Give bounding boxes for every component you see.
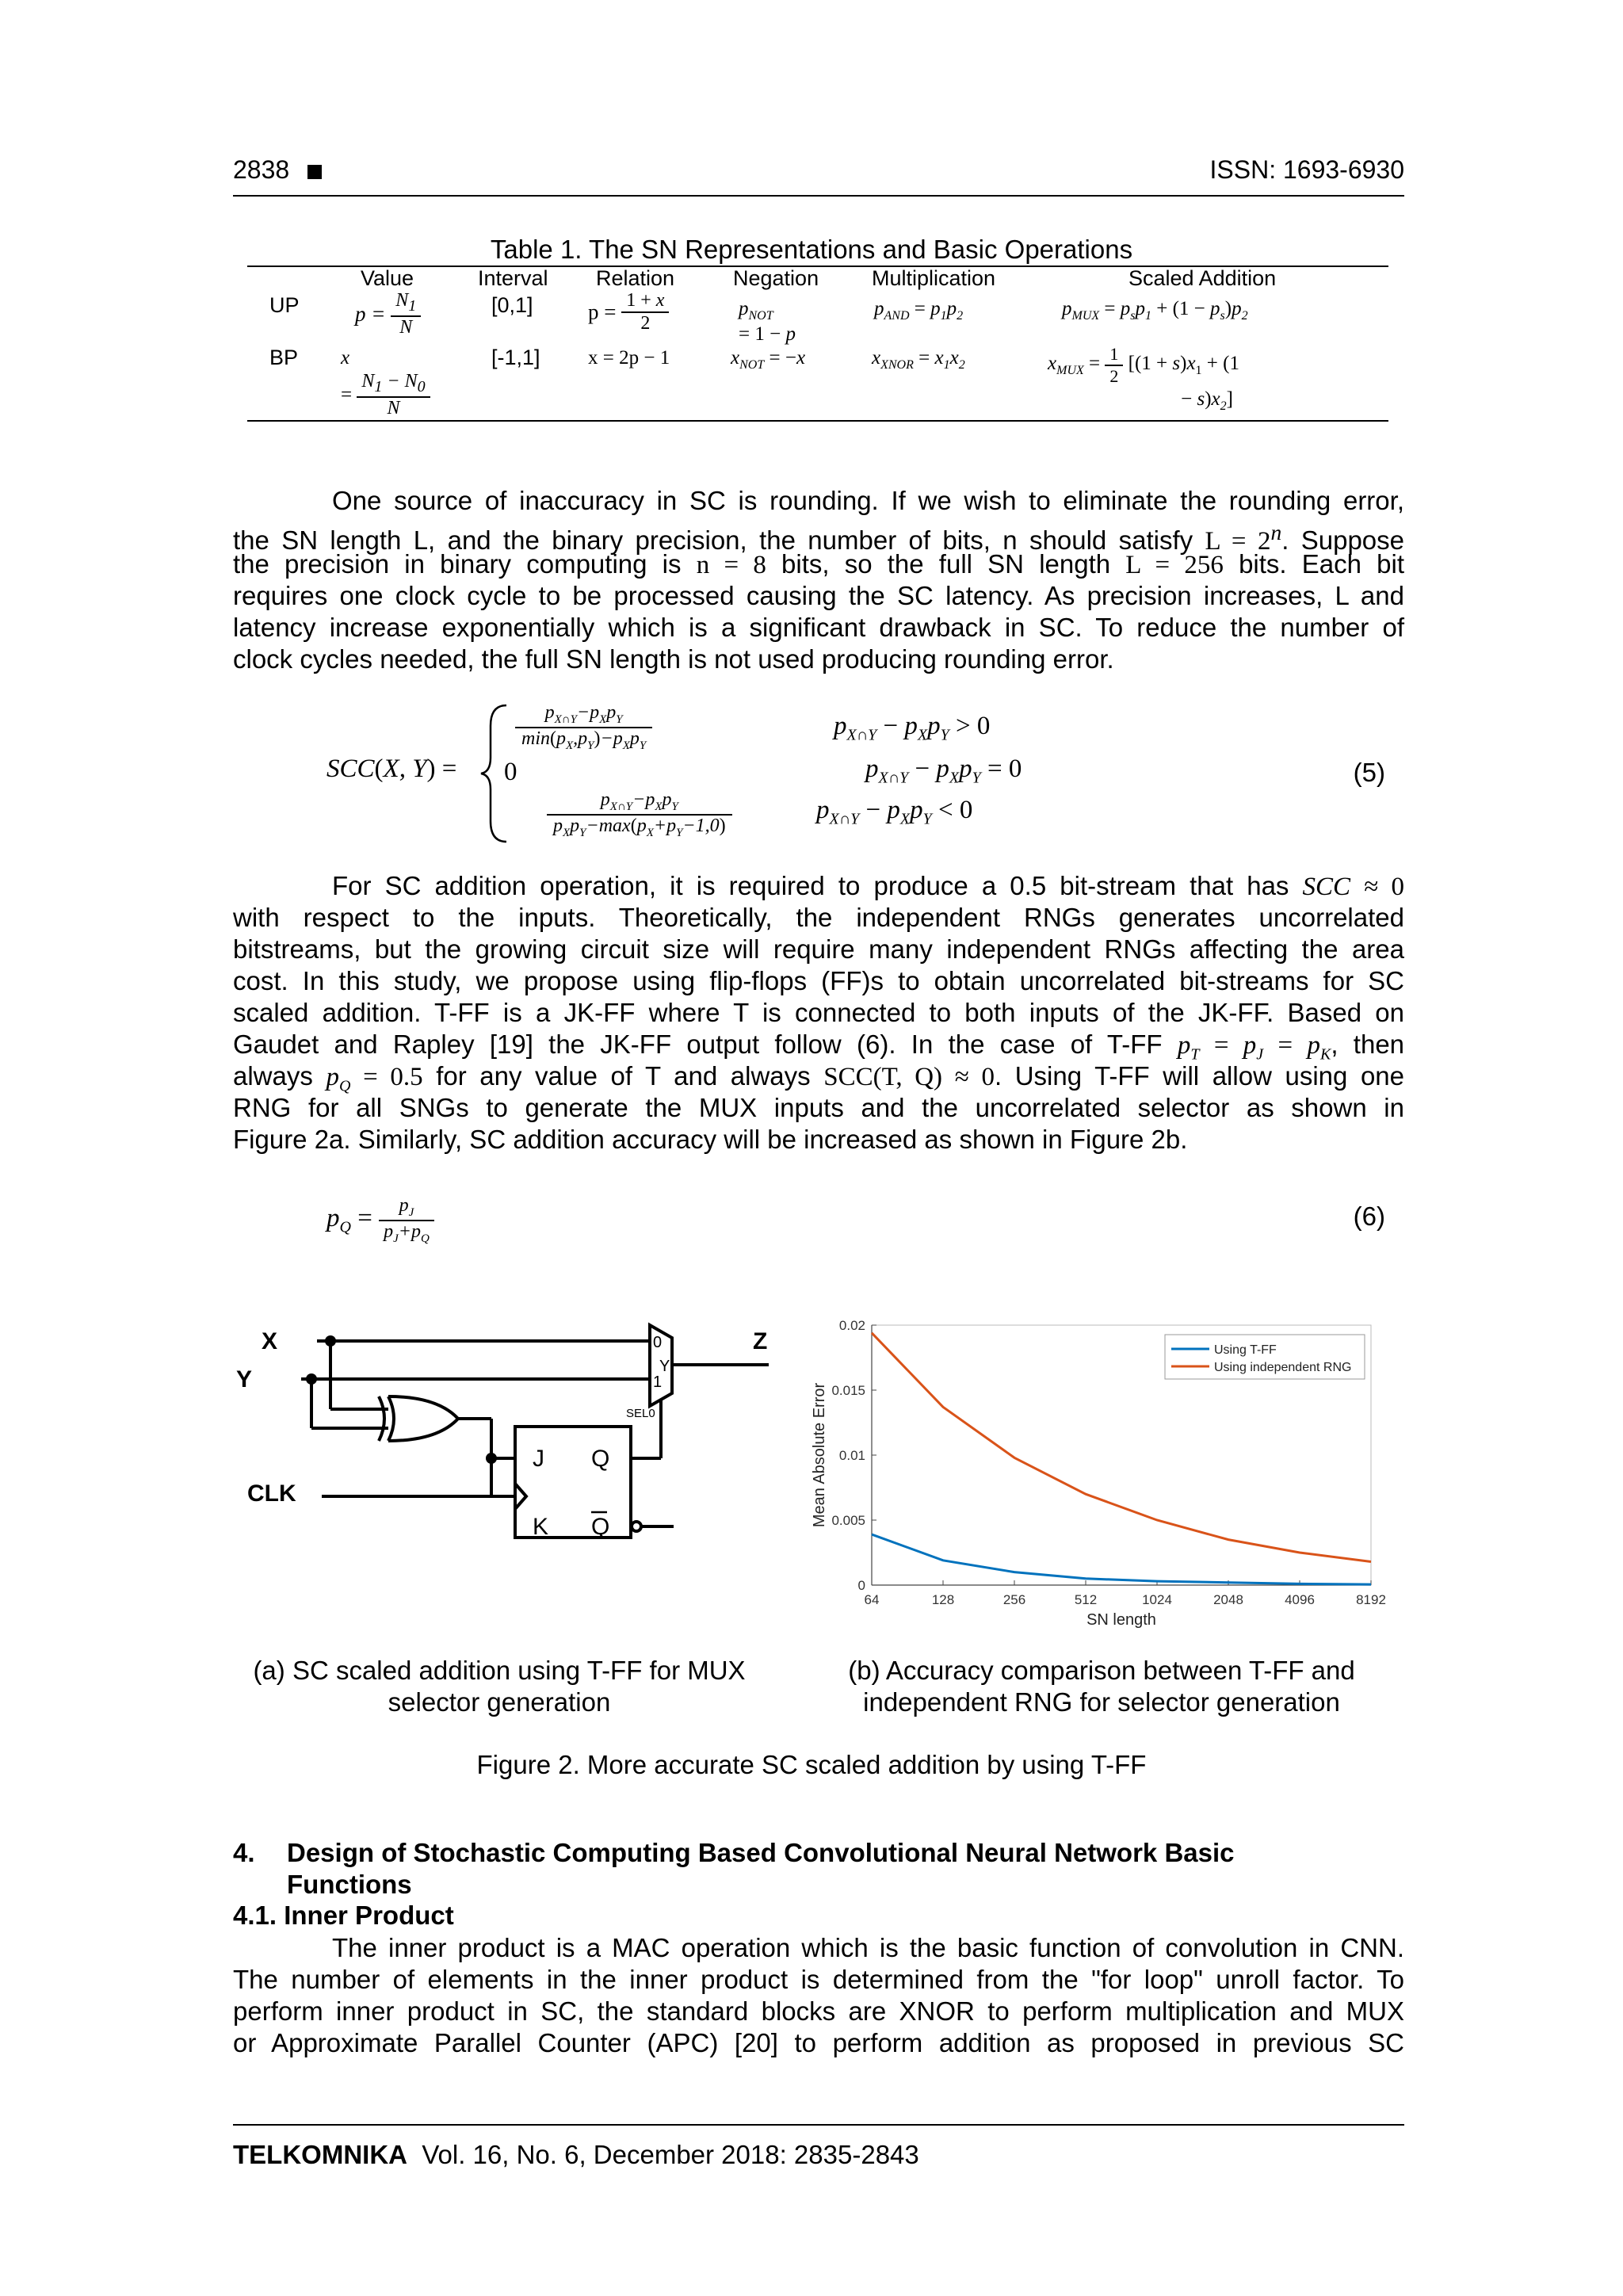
x-tick-label: 1024 bbox=[1142, 1592, 1172, 1607]
x-tick-label: 128 bbox=[931, 1592, 955, 1607]
equation-6-number: (6) bbox=[1353, 1201, 1385, 1231]
table-up-interval: [0,1] bbox=[491, 293, 533, 317]
x-tick-label: 64 bbox=[864, 1592, 880, 1607]
footer-rule bbox=[233, 2124, 1404, 2126]
x-tick-label: 256 bbox=[1002, 1592, 1026, 1607]
caption-line: selector generation bbox=[388, 1687, 611, 1717]
ff-label-j: J bbox=[533, 1446, 544, 1472]
equation-5-cond2: $p_{X\cap Y} - p_Xp_Y = 0$ bbox=[865, 755, 1022, 787]
mux-input-1: 1 bbox=[653, 1373, 663, 1391]
text-line: the SN length L, and the binary precision, the number of bits, n should satisfy $L = 2^n$. Suppose bbox=[233, 520, 1405, 556]
subsection-4-1-heading: 4.1. Inner Product bbox=[233, 1901, 454, 1930]
page-number-text: 2838 bbox=[233, 155, 290, 184]
text-segment: . Suppose bbox=[1281, 525, 1405, 555]
text-segment: always bbox=[233, 1061, 313, 1091]
section-title-line: Design of Stochastic Computing Based Convolutional Neural Network Basic bbox=[287, 1838, 1235, 1867]
text-segment: for any value of T and always bbox=[436, 1061, 811, 1091]
issn: ISSN: 1693-6930 bbox=[1209, 155, 1404, 184]
caption-line: (b) Accuracy comparison between T-FF and bbox=[848, 1656, 1355, 1685]
figure-2a-caption bbox=[230, 1655, 769, 1718]
table-up-relation: p = $\frac{1 + x}{2}$ bbox=[588, 290, 669, 334]
figure-2b-caption bbox=[816, 1655, 1387, 1718]
ff-label-q: Q bbox=[591, 1446, 610, 1472]
table1-caption: Table 1. The SN Representations and Basic Operations bbox=[490, 235, 1133, 264]
y-tick-label: 0.015 bbox=[831, 1383, 865, 1398]
text-segment: , then bbox=[1331, 1030, 1405, 1059]
table-header-interval: Interval bbox=[478, 266, 548, 290]
circuit-label-x: X bbox=[262, 1328, 278, 1354]
x-axis-label: SN length bbox=[1086, 1611, 1156, 1629]
section-4-heading bbox=[233, 1837, 1235, 1899]
table-bp-negation: $x_{NOT} = -x$ bbox=[731, 347, 806, 372]
table-header-multiplication: Multiplication bbox=[872, 266, 996, 290]
table-bp-value: x = $\frac{N_1 - N_0}{N}$ bbox=[341, 347, 430, 419]
text-line: RNG for all SNGs to generate the MUX inputs and the uncorrelated selector as shown in bbox=[233, 1093, 1404, 1122]
text-line: perform inner product in SC, the standard blocks are XNOR to perform multiplication and MUX bbox=[233, 1996, 1404, 2026]
journal-details: Vol. 16, No. 6, December 2018: 2835-2843 bbox=[422, 2140, 919, 2169]
text-line: Gaudet and Rapley [19] the JK-FF output follow (6). In the case of T-FF $p_T = p_J = p_K$, then bbox=[233, 1030, 1405, 1064]
text-line: For SC addition operation, it is required to produce a 0.5 bit-stream that has SCC ≈ 0 bbox=[332, 871, 1404, 901]
text-segment: bits, so the full SN length bbox=[781, 549, 1111, 579]
table-up-negation: $p_{NOT}$ = 1 − p bbox=[739, 298, 796, 345]
text-line: requires one clock cycle to be processed causing the SC latency. As precision increases, L and bbox=[233, 581, 1404, 610]
mae-line-chart bbox=[800, 1308, 1411, 1641]
table-header-value: Value bbox=[361, 266, 414, 290]
figure-2-caption: Figure 2. More accurate SC scaled addition by using T-FF bbox=[476, 1750, 1147, 1779]
square-bullet-icon bbox=[307, 165, 322, 179]
table-row-up-label: UP bbox=[269, 293, 300, 317]
section-number: 4. bbox=[233, 1838, 255, 1867]
text-line: with respect to the inputs. Theoretically, the independent RNGs generates uncorrelated bbox=[233, 903, 1404, 932]
equation-5-cond3: $p_{X\cap Y} - p_Xp_Y < 0$ bbox=[816, 796, 973, 828]
text-line: clock cycles needed, the full SN length is not used producing rounding error. bbox=[233, 644, 1114, 674]
paragraph-tff bbox=[233, 870, 1404, 1156]
text-segment: bits. Each bit bbox=[1239, 549, 1405, 579]
ff-label-k: K bbox=[533, 1514, 549, 1540]
caption-line: (a) SC scaled addition using T-FF for MUX bbox=[253, 1656, 746, 1685]
table-up-value: p = $\frac{N_1}{N}$ bbox=[355, 290, 421, 338]
y-axis-label: Mean Absolute Error bbox=[811, 1382, 828, 1528]
circuit-label-z: Z bbox=[753, 1328, 768, 1354]
x-tick-label: 512 bbox=[1074, 1592, 1098, 1607]
text-line: bitstreams, but the growing circuit size will require many independent RNGs affecting the area bbox=[233, 934, 1404, 964]
table-header-scaled-addition: Scaled Addition bbox=[1128, 266, 1277, 290]
table-header-relation: Relation bbox=[596, 266, 675, 290]
text-segment: . Using T-FF will allow using one bbox=[994, 1061, 1404, 1091]
text-segment: the precision in binary computing is bbox=[233, 549, 682, 579]
text-segment: For SC addition operation, it is required to produce a 0.5 bit-stream that has bbox=[332, 871, 1289, 900]
text-line: always $p_Q = 0.5$ for any value of T and always SCC(T, Q) ≈ 0. Using T-FF will allow using one bbox=[233, 1061, 1404, 1095]
text-line: latency increase exponentially which is a significant drawback in SC. To reduce the number of bbox=[233, 613, 1404, 642]
chart-legend bbox=[1165, 1335, 1365, 1379]
text-segment: the SN length L, and the binary precision, the number of bits, n should satisfy bbox=[233, 525, 1193, 555]
paragraph-rounding bbox=[233, 485, 1404, 675]
equation-5-case2: 0 bbox=[504, 758, 517, 786]
circuit-label-clk: CLK bbox=[247, 1480, 296, 1507]
section-title-line: Functions bbox=[287, 1870, 412, 1899]
text-segment: Gaudet and Rapley [19] the JK-FF output follow (6). In the case of T-FF bbox=[233, 1030, 1163, 1059]
equation-5-case3: $p_{X\cap Y}-p_Xp_Y$ $p_Xp_Y-\max(p_X+p_Y-1,0)$ bbox=[547, 789, 732, 840]
section-title bbox=[287, 1837, 1235, 1901]
table-up-multiplication: $p_{AND} = p_1p_2$ bbox=[874, 298, 964, 323]
x-tick-label: 8192 bbox=[1356, 1592, 1386, 1607]
equation-5-case1: $p_{X\cap Y}-p_Xp_Y$ $\min(p_X,p_Y)-p_Xp_Y$ bbox=[515, 702, 652, 753]
equation-5-number: (5) bbox=[1353, 758, 1385, 787]
legend-entry: Using independent RNG bbox=[1214, 1361, 1352, 1374]
text-line: scaled addition. T-FF is a JK-FF where T is connected to both inputs of the JK-FF. Based on bbox=[233, 998, 1404, 1027]
mux-input-0: 0 bbox=[653, 1334, 663, 1351]
text-line: cost. In this study, we propose using flip-flops (FF)s to obtain uncorrelated bit-streams for SC bbox=[233, 966, 1404, 995]
x-tick-label: 2048 bbox=[1213, 1592, 1243, 1607]
text-line: Figure 2a. Similarly, SC addition accuracy will be increased as shown in Figure 2b. bbox=[233, 1125, 1188, 1154]
text-line: The number of elements in the inner product is determined from the "for loop" unroll factor. To bbox=[233, 1965, 1404, 1994]
table-bp-multiplication: $x_{XNOR} = x_1x_2$ bbox=[872, 347, 965, 372]
circuit-label-y: Y bbox=[236, 1366, 253, 1392]
series-line-0 bbox=[872, 1534, 1371, 1584]
text-line: or Approximate Parallel Counter (APC) [20] to perform addition as proposed in previous SC bbox=[233, 2028, 1404, 2057]
footer bbox=[233, 2140, 919, 2170]
x-tick-label: 4096 bbox=[1285, 1592, 1315, 1607]
paragraph-inner-product bbox=[233, 1932, 1404, 2059]
ff-label-qbar: Q bbox=[591, 1514, 610, 1540]
text-line: the precision in binary computing is n = 8 bits, so the full SN length L = 256 bits. Each bit bbox=[233, 549, 1405, 579]
table-header-negation: Negation bbox=[733, 266, 819, 290]
y-tick-label: 0.02 bbox=[838, 1318, 865, 1333]
equation-5-lhs: SCC(X, Y) = bbox=[327, 755, 457, 783]
mux-output-y: Y bbox=[659, 1358, 670, 1375]
tff-circuit-diagram bbox=[230, 1308, 800, 1577]
equation-6: $p_Q$ = $\frac{p_J}{p_J+p_Q}$ bbox=[327, 1195, 434, 1246]
y-tick-label: 0 bbox=[857, 1578, 865, 1593]
y-tick-label: 0.01 bbox=[838, 1448, 865, 1463]
table-bp-scaled-addition: $x_{MUX}$ = $\frac{1}{2}$ [$(1 + s)x_1 + (1$ − $s)x_2$] bbox=[1048, 344, 1239, 413]
header-rule bbox=[233, 195, 1404, 197]
table-bottom-rule bbox=[247, 420, 1388, 422]
mux-select-label: SEL0 bbox=[626, 1407, 655, 1420]
table-row-bp-label: BP bbox=[269, 346, 299, 369]
table-bp-relation: x = 2p − 1 bbox=[588, 347, 670, 369]
table-bp-interval: [-1,1] bbox=[491, 346, 540, 369]
page-number bbox=[233, 155, 322, 185]
text-line: One source of inaccuracy in SC is rounding. If we wish to eliminate the rounding error, bbox=[332, 486, 1404, 515]
legend-entry: Using T-FF bbox=[1214, 1343, 1277, 1357]
text-line: The inner product is a MAC operation which is the basic function of convolution in CNN. bbox=[332, 1933, 1404, 1962]
table-up-scaled-addition: $p_{MUX} = p_sp_1 + (1 - p_s)p_2$ bbox=[1062, 298, 1248, 323]
caption-line: independent RNG for selector generation bbox=[863, 1687, 1340, 1717]
y-tick-label: 0.005 bbox=[831, 1513, 865, 1528]
journal-name: TELKOMNIKA bbox=[233, 2140, 407, 2169]
equation-5-cond1: $p_{X\cap Y} - p_Xp_Y > 0$ bbox=[834, 712, 991, 744]
